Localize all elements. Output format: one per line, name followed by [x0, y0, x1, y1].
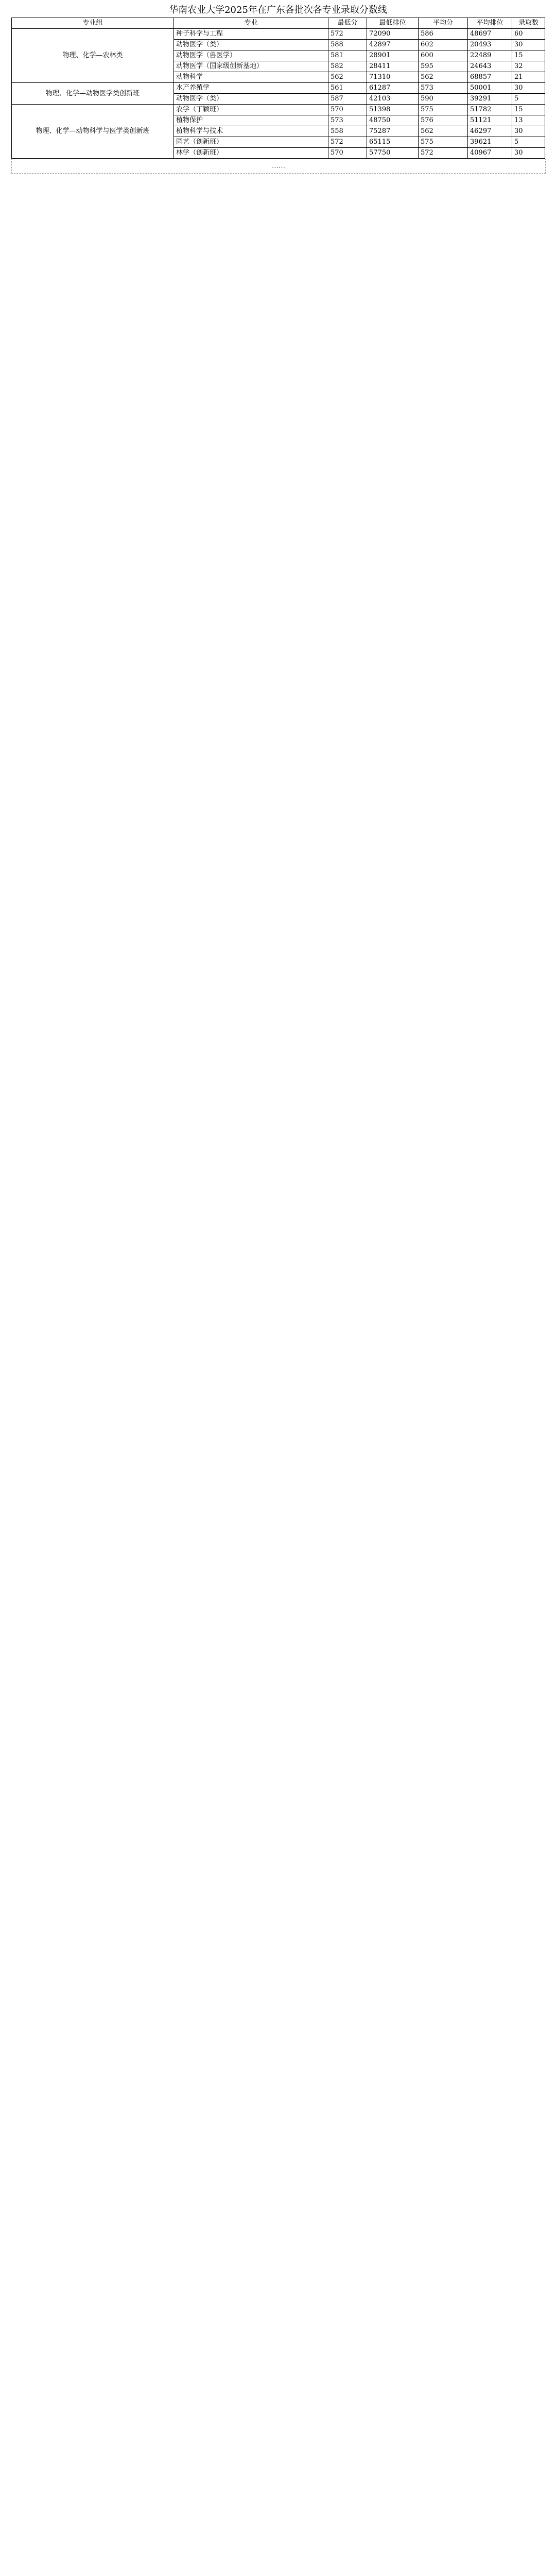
value-cell: 42897 — [367, 40, 419, 50]
table-row — [12, 83, 545, 94]
continuation-note: …… — [11, 159, 546, 174]
header-min-score: 最低分 — [328, 18, 367, 29]
value-cell: 562 — [328, 72, 367, 83]
value-cell: 48750 — [367, 115, 419, 126]
value-cell: 51782 — [468, 105, 512, 115]
value-cell: 573 — [419, 83, 468, 94]
value-cell: 28411 — [367, 61, 419, 72]
value-cell: 51121 — [468, 115, 512, 126]
major-cell: 农学（丁颖班） — [174, 105, 328, 115]
value-cell: 24643 — [468, 61, 512, 72]
value-cell: 582 — [328, 61, 367, 72]
value-cell: 71310 — [367, 72, 419, 83]
value-cell: 570 — [328, 148, 367, 159]
value-cell: 575 — [419, 105, 468, 115]
value-cell: 570 — [328, 105, 367, 115]
value-cell: 572 — [328, 29, 367, 40]
page-title: 华南农业大学2025年在广东各批次各专业录取分数线 — [169, 5, 387, 15]
value-cell: 572 — [419, 148, 468, 159]
major-cell: 植物科学与技术 — [174, 126, 328, 137]
value-cell: 40967 — [468, 148, 512, 159]
value-cell: 30 — [512, 40, 545, 50]
value-cell: 20493 — [468, 40, 512, 50]
header-avg-score: 平均分 — [419, 18, 468, 29]
header-avg-rank: 平均排位 — [468, 18, 512, 29]
value-cell: 5 — [512, 137, 545, 148]
value-cell: 42103 — [367, 94, 419, 105]
value-cell: 602 — [419, 40, 468, 50]
value-cell: 57750 — [367, 148, 419, 159]
value-cell: 61287 — [367, 83, 419, 94]
value-cell: 562 — [419, 126, 468, 137]
major-cell: 动物医学（类） — [174, 94, 328, 105]
group-cell: 物理、化学—动物医学类创新班 — [12, 83, 174, 105]
table-body — [12, 29, 545, 159]
value-cell: 558 — [328, 126, 367, 137]
value-cell: 32 — [512, 61, 545, 72]
value-cell: 595 — [419, 61, 468, 72]
major-cell: 植物保护 — [174, 115, 328, 126]
value-cell: 561 — [328, 83, 367, 94]
value-cell: 575 — [419, 137, 468, 148]
header-admitted-count: 录取数 — [512, 18, 545, 29]
value-cell: 562 — [419, 72, 468, 83]
value-cell: 15 — [512, 105, 545, 115]
value-cell: 600 — [419, 50, 468, 61]
value-cell: 586 — [419, 29, 468, 40]
major-cell: 种子科学与工程 — [174, 29, 328, 40]
major-cell: 动物医学（国家级创新基地） — [174, 61, 328, 72]
value-cell: 65115 — [367, 137, 419, 148]
major-cell: 园艺（创新班） — [174, 137, 328, 148]
value-cell: 28901 — [367, 50, 419, 61]
admission-score-table — [11, 18, 545, 159]
value-cell: 30 — [512, 126, 545, 137]
value-cell: 50001 — [468, 83, 512, 94]
header-group: 专业组 — [12, 18, 174, 29]
table-row — [12, 105, 545, 115]
value-cell: 30 — [512, 83, 545, 94]
major-cell: 林学（创新班） — [174, 148, 328, 159]
value-cell: 39291 — [468, 94, 512, 105]
value-cell: 15 — [512, 50, 545, 61]
table-row — [12, 29, 545, 40]
value-cell: 68857 — [468, 72, 512, 83]
major-cell: 动物医学（兽医学） — [174, 50, 328, 61]
value-cell: 46297 — [468, 126, 512, 137]
value-cell: 39621 — [468, 137, 512, 148]
value-cell: 572 — [328, 137, 367, 148]
value-cell: 22489 — [468, 50, 512, 61]
value-cell: 573 — [328, 115, 367, 126]
value-cell: 590 — [419, 94, 468, 105]
major-cell: 水产养殖学 — [174, 83, 328, 94]
value-cell: 21 — [512, 72, 545, 83]
value-cell: 588 — [328, 40, 367, 50]
group-cell: 物理、化学—动物科学与医学类创新班 — [12, 105, 174, 159]
header-major: 专业 — [174, 18, 328, 29]
table-header-row — [12, 18, 545, 29]
group-cell: 物理、化学—农林类 — [12, 29, 174, 83]
value-cell: 75287 — [367, 126, 419, 137]
value-cell: 51398 — [367, 105, 419, 115]
value-cell: 581 — [328, 50, 367, 61]
major-cell: 动物医学（类） — [174, 40, 328, 50]
value-cell: 13 — [512, 115, 545, 126]
header-min-rank: 最低排位 — [367, 18, 419, 29]
value-cell: 48697 — [468, 29, 512, 40]
value-cell: 587 — [328, 94, 367, 105]
value-cell: 72090 — [367, 29, 419, 40]
value-cell: 30 — [512, 148, 545, 159]
value-cell: 5 — [512, 94, 545, 105]
major-cell: 动物科学 — [174, 72, 328, 83]
value-cell: 576 — [419, 115, 468, 126]
value-cell: 60 — [512, 29, 545, 40]
